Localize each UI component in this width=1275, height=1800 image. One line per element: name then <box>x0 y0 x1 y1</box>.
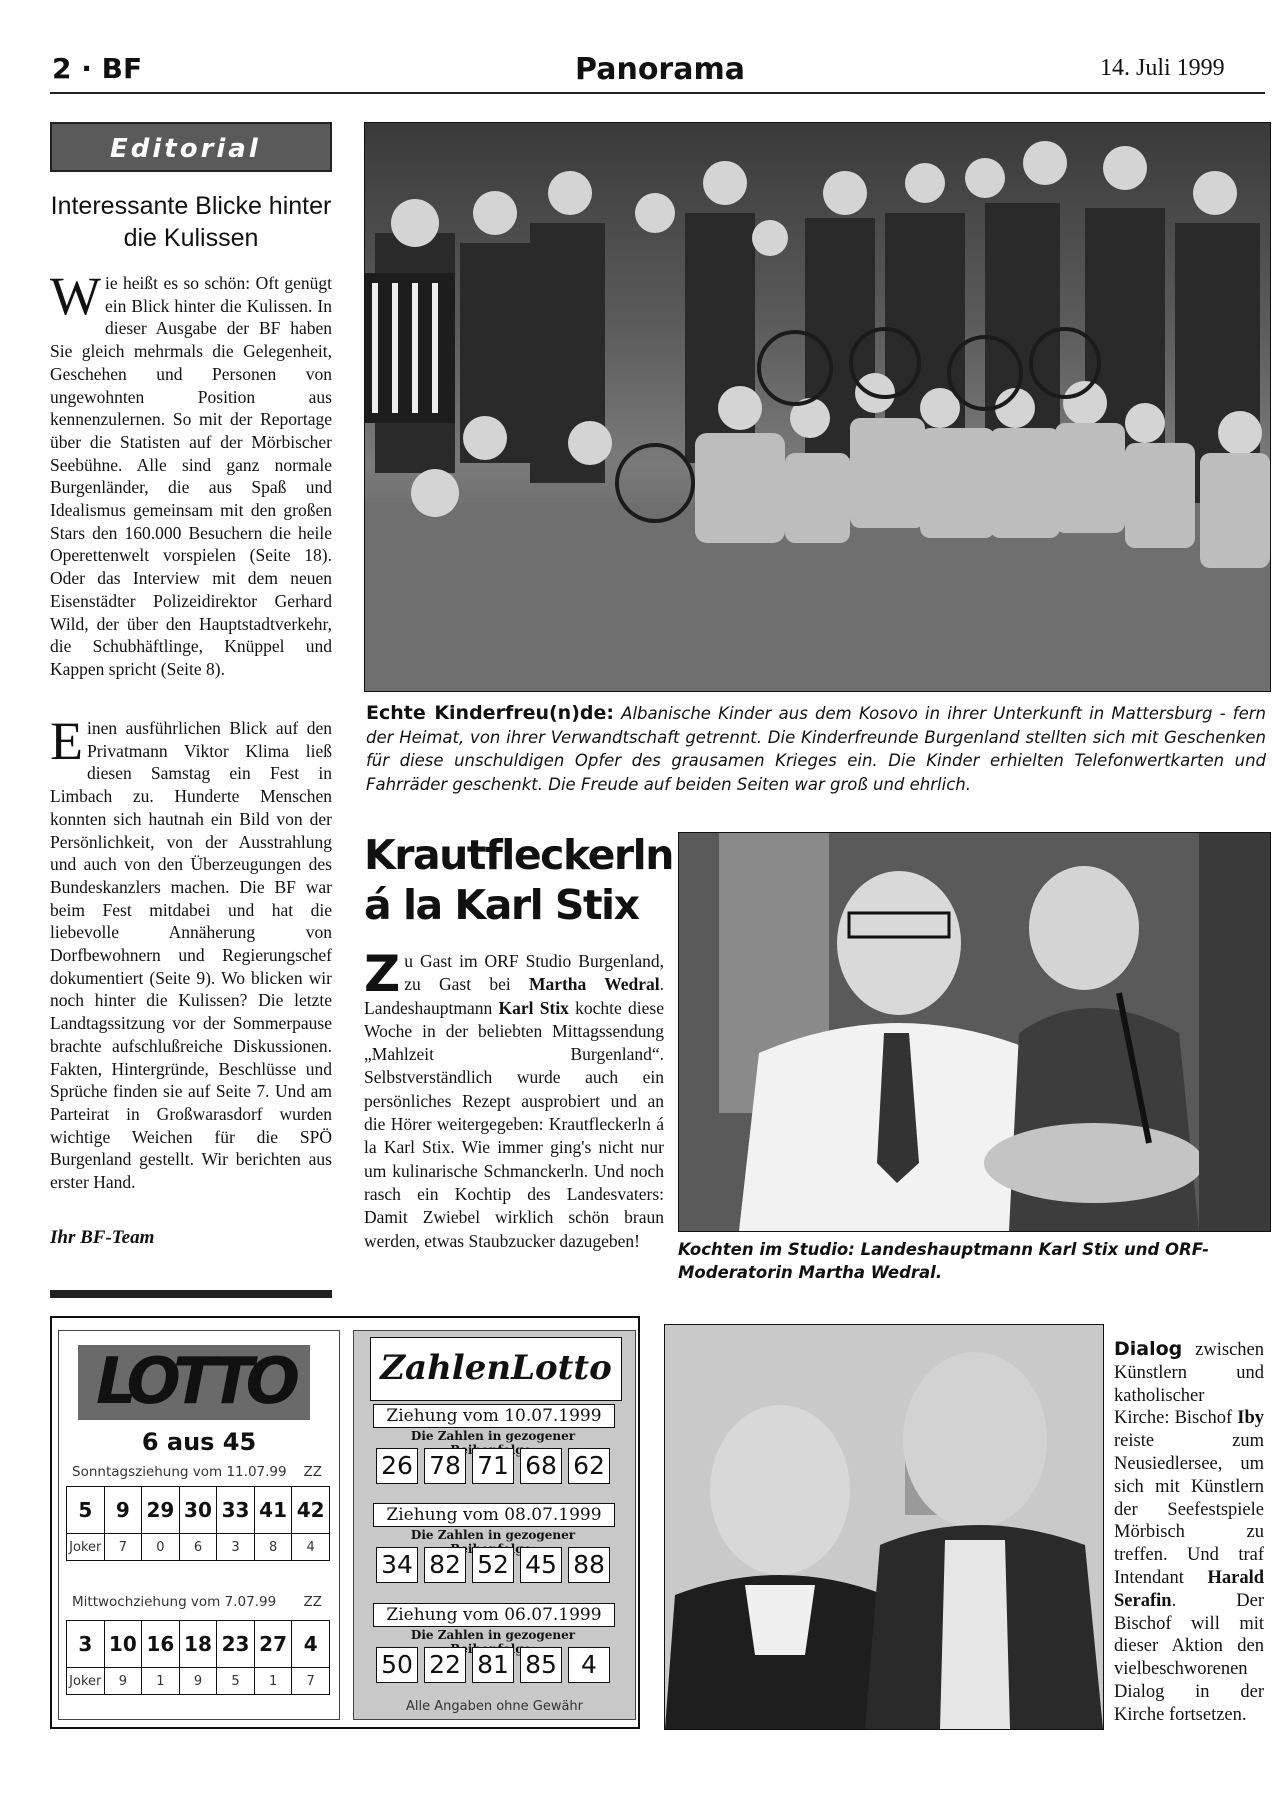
lotto-number-row <box>67 1621 330 1668</box>
headline-line-1: Krautfleckerln <box>364 831 673 879</box>
body-text: . Der Bischof will mit dieser Aktion den vielbeschworenen Dialog in der Kirche fortsetzen. <box>1114 1590 1264 1725</box>
editorial-end-bar <box>50 1290 332 1298</box>
zahlenlotto-subtitle: Die Zahlen in gezogener <box>410 1528 576 1542</box>
headline-line-2: á la Karl Stix <box>364 881 639 929</box>
page-section-label: 2 · BF <box>52 52 143 85</box>
issue-date: 14. Juli 1999 <box>1100 55 1225 81</box>
zahlenlotto-subtitle: Die Zahlen in gezogener <box>410 1628 576 1642</box>
zahlenlotto-number: 85 <box>520 1647 562 1683</box>
zz-label: ZZ <box>303 1464 322 1480</box>
editorial-paragraph-2 <box>50 711 332 1194</box>
name-karl-stix: Karl Stix <box>498 997 569 1018</box>
lotto-number: 23 <box>217 1621 255 1668</box>
zahlenlotto-number: 82 <box>424 1547 466 1583</box>
article-headline-krautfleckerln <box>364 830 673 930</box>
joker-digit: 9 <box>104 1668 142 1695</box>
zahlenlotto-number: 50 <box>376 1647 418 1683</box>
editorial-banner: Editorial <box>50 122 332 172</box>
zahlenlotto-number: 22 <box>424 1647 466 1683</box>
joker-row <box>67 1534 330 1561</box>
body-text: u Gast im ORF Studio Burgenland, zu Gast bei <box>404 951 664 995</box>
photo-studio-illustration <box>679 833 1270 1231</box>
joker-digit: 3 <box>217 1534 255 1561</box>
zusatzzahl: 42 <box>292 1487 330 1534</box>
lotto-number: 27 <box>254 1621 292 1668</box>
dialog-article <box>1114 1338 1264 1727</box>
body-text: . Landeshauptmann <box>364 974 664 1018</box>
lotto-number: 18 <box>179 1621 217 1668</box>
draw-label-wednesday <box>72 1594 322 1610</box>
caption-lead: Echte Kinderfreu(n)de: <box>366 702 614 724</box>
editorial-signature: Ihr BF-Team <box>50 1227 155 1248</box>
draw-date: Sonntagsziehung vom 11.07.99 <box>72 1464 287 1480</box>
zahlenlotto-number: 68 <box>520 1448 562 1484</box>
name-iby: Iby <box>1237 1408 1264 1429</box>
joker-digit: 6 <box>179 1534 217 1561</box>
body-text: kochte diese Woche in der beliebten Mittagssendung „Mahlzeit Burgenland“. Selbstverständlich wurde auch ein persönliches Rezept ausprobiert und an die Hörer weitergegeben: Krautfleckerln á la Karl Stix. Wie immer ging's nicht nur um kulinarische Schmanckerln. Und noch rasch ein Kochtip des Landesvaters: Damit Zwiebel wirklich schön braun werden, etwas Staubzucker dazugeben! <box>364 997 665 1251</box>
lotto-number-row <box>67 1487 330 1534</box>
joker-digit: 7 <box>292 1668 330 1695</box>
zahlenlotto-number-row <box>368 1647 618 1685</box>
zahlenlotto-number: 4 <box>568 1647 610 1683</box>
zahlenlotto-number: 81 <box>472 1647 514 1683</box>
lotto-number: 16 <box>142 1621 180 1668</box>
zahlenlotto-draw-date: Ziehung vom 08.07.1999 <box>373 1503 615 1527</box>
lotto-number: 3 <box>67 1621 105 1668</box>
dropcap: W <box>50 266 101 326</box>
zahlenlotto-subtitle: Die Zahlen in gezogener <box>410 1429 576 1443</box>
lotto-number: 9 <box>104 1487 142 1534</box>
name-martha-wedral: Martha Wedral <box>528 974 660 995</box>
zahlenlotto-number: 52 <box>472 1547 514 1583</box>
joker-digit: 4 <box>292 1534 330 1561</box>
joker-label: Joker <box>67 1668 105 1695</box>
lotto-number: 41 <box>254 1487 292 1534</box>
paragraph-text: inen ausführlichen Blick auf den Privatmann Viktor Klima ließ diesen Samstag ein Fest in Limbach zu. Hunderte Menschen konnten sich hautnah ein Bild von der Persönlichkeit, von der Ausstrahlung und auch von den Überzeugungen des Bundeskanzlers machen. Die BF war beim Fest mitdabei und hat die liebevolle Annäherung von Dorfbewohnern und Regierungschef dokumentiert (Seite 9). Wo blicken wir noch hinter die Kulissen? Die letzte Landtagssitzung vor der Sommerpause brachte aufschlußreiche Diskussionen. Fakten, Hintergründe, Beschlüsse und Sprüche finden sie auf Seite 7. Und am Parteirat in Großwarasdorf wurden wichtige Weichen für die SPÖ Burgenland gestellt. Wir berichten aus erster Hand. <box>50 718 332 1193</box>
lotto-numbers-wednesday <box>66 1620 330 1695</box>
joker-digit: 8 <box>254 1534 292 1561</box>
article-body-krautfleckerln <box>364 945 665 1253</box>
dialog-lead: Dialog <box>1114 1338 1183 1360</box>
joker-digit: 7 <box>104 1534 142 1561</box>
draw-date: Mittwochziehung vom 7.07.99 <box>72 1594 277 1610</box>
joker-digit: 1 <box>254 1668 292 1695</box>
zahlenlotto-number-row <box>368 1448 618 1486</box>
lotto-logo: LOTTO <box>78 1345 310 1420</box>
photo-children-group <box>364 122 1271 692</box>
zahlenlotto-number: 78 <box>424 1448 466 1484</box>
dropcap: E <box>50 711 83 771</box>
lotto-number: 10 <box>104 1621 142 1668</box>
zahlenlotto-draw-date: Ziehung vom 06.07.1999 <box>373 1603 615 1627</box>
lotto-subtitle: 6 aus 45 <box>141 1428 257 1456</box>
lotto-number: 30 <box>179 1487 217 1534</box>
editorial-paragraph-1 <box>50 266 332 681</box>
zahlenlotto-draw-date: Ziehung vom 10.07.1999 <box>373 1404 615 1428</box>
zahlenlotto-logo: ZahlenLotto <box>370 1337 622 1401</box>
zahlenlotto-number: 71 <box>472 1448 514 1484</box>
zahlenlotto-number: 26 <box>376 1448 418 1484</box>
zahlenlotto-number: 34 <box>376 1547 418 1583</box>
joker-label: Joker <box>67 1534 105 1561</box>
joker-digit: 1 <box>142 1668 180 1695</box>
zahlenlotto-number: 88 <box>568 1547 610 1583</box>
lotto-number: 33 <box>217 1487 255 1534</box>
lotto-numbers-sunday <box>66 1486 330 1561</box>
name-harald-serafin: Harald Serafin <box>1114 1567 1264 1611</box>
draw-label-sunday <box>72 1464 322 1480</box>
joker-digit: 5 <box>217 1668 255 1695</box>
photo-children-illustration <box>365 123 1270 691</box>
zahlenlotto-number-row <box>368 1547 618 1585</box>
paragraph-text: ie heißt es so schön: Oft genügt ein Blick hinter die Kulissen. In dieser Ausgabe der BF haben Sie gleich mehrmals die Gelegenheit, Geschehen und Personen von ungewohnten Position aus kennenzulernen. So mit der Reportage über die Statisten auf der Mörbischer Seebühne. Alle sind ganz normale Burgenländer, die aus Spaß und Idealismus gemeinsam mit den großen Stars den 160.000 Besuchern die heile Operettenwelt vorspielen (Seite 18). Oder das Interview mit dem neuen Eisenstädter Polizeidirektor Gerhard Wild, der über den Hauptstadtverkehr, die Schubhäftlinge, Knüppel und Kappen spricht (Seite 8). <box>50 273 332 679</box>
zz-label: ZZ <box>303 1594 322 1610</box>
photo-caption-children <box>366 702 1266 796</box>
zahlenlotto-number: 62 <box>568 1448 610 1484</box>
joker-row <box>67 1668 330 1695</box>
joker-digit: 9 <box>179 1668 217 1695</box>
section-title: Panorama <box>575 52 745 87</box>
joker-digit: 0 <box>142 1534 180 1561</box>
photo-bishop-and-intendant <box>664 1324 1104 1730</box>
caption-text: Albanische Kinder aus dem Kosovo in ihrer Unterkunft in Mattersburg - fern der Heimat, von ihrer Verwandtschaft getrennt. Die Kinderfreunde Burgenland stellten sich mit Geschenken für diese unschuldigen Opfer des grausamen Krieges ein. Die Kinder erhielten Telefonwertkarten und Fahrräder geschenkt. Die Freude auf beiden Seiten war groß und ehrlich. <box>366 704 1266 794</box>
dropcap: Z <box>364 945 401 1003</box>
zusatzzahl: 4 <box>292 1621 330 1668</box>
photo-radio-studio <box>678 832 1271 1232</box>
lotto-number: 5 <box>67 1487 105 1534</box>
disclaimer-note: Alle Angaben ohne Gewähr <box>405 1699 584 1714</box>
photo-caption-studio: Kochten im Studio: Landeshauptmann Karl Stix und ORF-Moderatorin Martha Wedral. <box>678 1240 1210 1282</box>
editorial-headline: Interessante Blicke hinter die Kulissen <box>50 192 332 252</box>
zahlenlotto-number: 45 <box>520 1547 562 1583</box>
header-rule <box>50 92 1265 94</box>
photo-dialog-illustration <box>665 1325 1103 1729</box>
body-text: reiste zum Neusiedlersee, um sich mit Künstlern der Seefestspiele Mörbisch zu treffen. Und traf Intendant <box>1114 1431 1264 1588</box>
body-text: zwischen Künstlern und katholischer Kirche: Bischof <box>1114 1340 1264 1429</box>
lotto-number: 29 <box>142 1487 180 1534</box>
